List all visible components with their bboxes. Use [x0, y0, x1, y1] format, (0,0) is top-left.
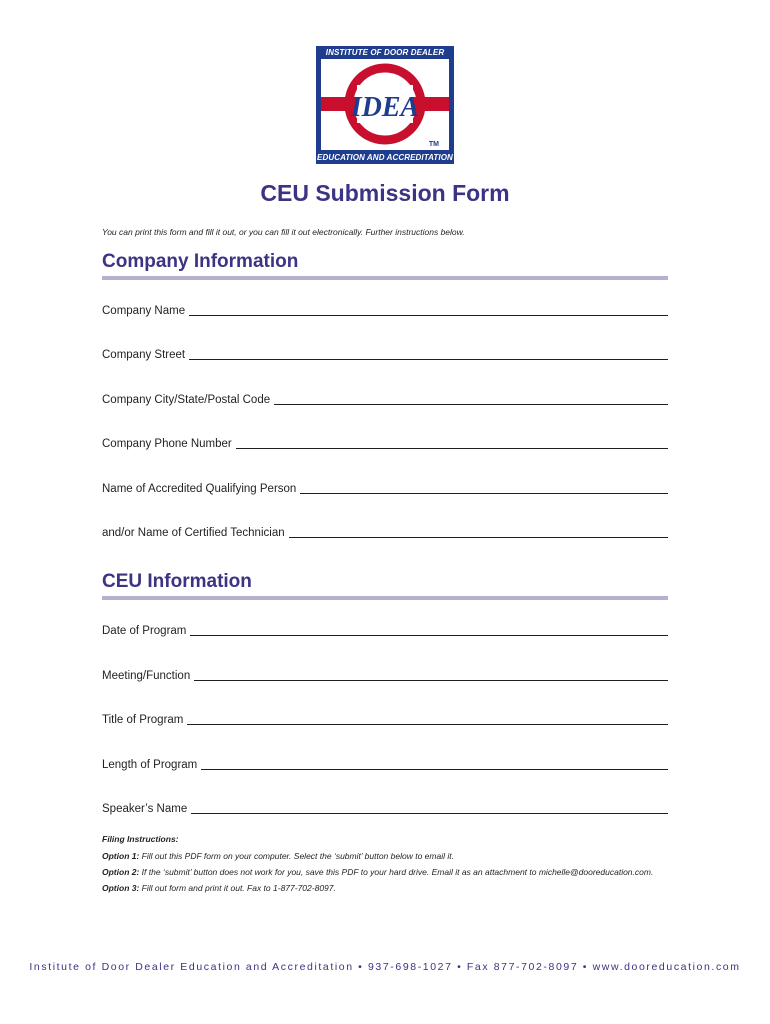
filing-option-2: Option 2: If the ‘submit’ button does not work for you, save this PDF to your hard drive. Email it as an attachment to michelle@dooreducation.com.	[102, 867, 654, 877]
length-of-program-field[interactable]	[102, 756, 668, 772]
company-section-title: Company Information	[102, 251, 299, 272]
fill-line[interactable]	[236, 447, 668, 449]
logo-bottom-text: EDUCATION AND ACCREDITATION	[317, 153, 453, 162]
company-street-field[interactable]	[102, 346, 668, 362]
qualifying-person-field[interactable]	[102, 480, 668, 496]
field-label: Name of Accredited Qualifying Person	[102, 483, 297, 495]
logo-center-text: IDEA	[350, 92, 420, 123]
company-city-field[interactable]	[102, 391, 668, 407]
fill-line[interactable]	[289, 536, 668, 538]
field-label: and/or Name of Certified Technician	[102, 527, 285, 539]
company-name-field[interactable]	[102, 302, 668, 318]
idea-logo	[316, 46, 454, 164]
fill-line[interactable]	[191, 812, 668, 814]
fill-line[interactable]	[189, 358, 668, 360]
field-label: Length of Program	[102, 759, 198, 771]
title-of-program-field[interactable]	[102, 711, 668, 727]
fill-line[interactable]	[190, 634, 668, 636]
field-label: Meeting/Function	[102, 670, 191, 682]
filing-heading: Filing Instructions:	[102, 834, 179, 844]
field-label: Date of Program	[102, 625, 187, 637]
company-section-rule	[102, 276, 668, 280]
field-label: Company Phone Number	[102, 438, 232, 450]
logo-tm: TM	[428, 141, 439, 148]
certified-technician-field[interactable]	[102, 524, 668, 540]
field-label: Company Name	[102, 305, 186, 317]
speakers-name-field[interactable]	[102, 800, 668, 816]
logo-ring-icon	[321, 59, 449, 150]
company-phone-field[interactable]	[102, 435, 668, 451]
filing-option-1: Option 1: Fill out this PDF form on your computer. Select the ‘submit’ button below to email it.	[102, 851, 454, 861]
meeting-function-field[interactable]	[102, 667, 668, 683]
intro-text: You can print this form and fill it out, or you can fill it out electronically. Further instructions below.	[102, 227, 465, 237]
field-label: Title of Program	[102, 714, 184, 726]
field-label: Speaker’s Name	[102, 803, 188, 815]
page-title: CEU Submission Form	[260, 180, 510, 206]
fill-line[interactable]	[187, 723, 668, 725]
footer-contact: Institute of Door Dealer Education and Accreditation • 937-698-1027 • Fax 877-702-8097 • www.dooreducation.com	[29, 961, 741, 973]
logo-top-text: INSTITUTE OF DOOR DEALER	[325, 48, 445, 57]
fill-line[interactable]	[201, 768, 668, 770]
fill-line[interactable]	[189, 314, 668, 316]
fill-line[interactable]	[274, 403, 668, 405]
field-label: Company Street	[102, 349, 186, 361]
filing-option-3: Option 3: Fill out form and print it out. Fax to 1-877-702-8097.	[102, 883, 336, 893]
fill-line[interactable]	[194, 679, 668, 681]
logo-emblem	[321, 59, 449, 150]
ceu-section-rule	[102, 596, 668, 600]
date-of-program-field[interactable]	[102, 622, 668, 638]
field-label: Company City/State/Postal Code	[102, 394, 271, 406]
fill-line[interactable]	[300, 492, 668, 494]
ceu-section-title: CEU Information	[102, 571, 252, 592]
